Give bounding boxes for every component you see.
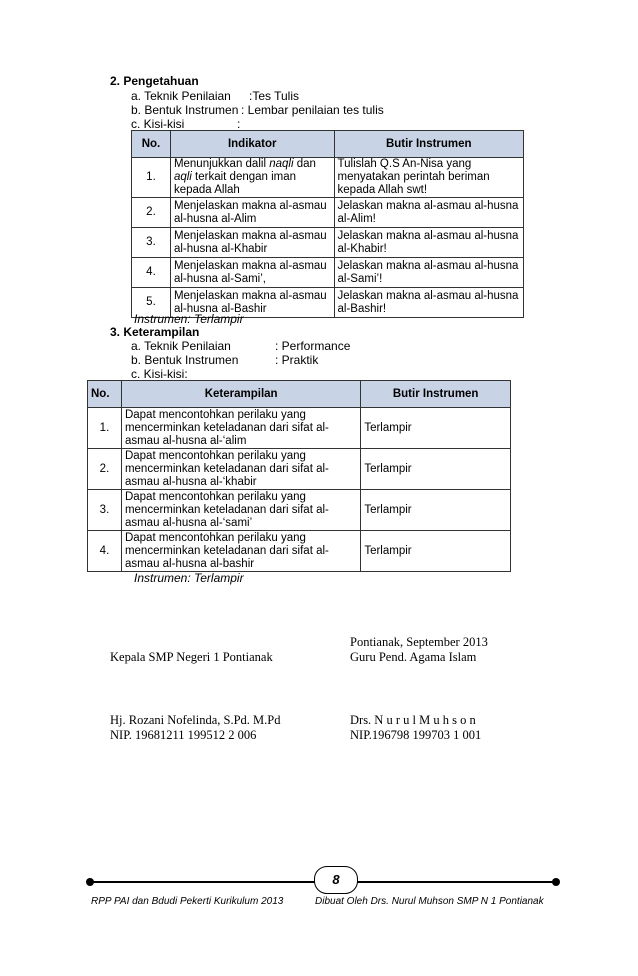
footer-rule-right-dot <box>552 878 560 886</box>
text: Jelaskan makna al-asmau al-husna <box>337 259 519 272</box>
left-signatory-name: Hj. Rozani Nofelinda, S.Pd. M.Pd <box>110 713 281 727</box>
text: Menjelaskan makna al-asmau <box>173 259 327 272</box>
text: asmau al-husna al-bashir <box>124 557 255 570</box>
row-indikator <box>170 258 334 288</box>
footer-rule-left-dot <box>86 878 94 886</box>
sec2-item-b-value: : Lembar penilaian tes tulis <box>241 103 384 117</box>
right-signatory-nip: NIP.196798 199703 1 001 <box>350 728 482 742</box>
row-keterampilan <box>121 449 360 490</box>
row-no: 4. <box>88 531 122 572</box>
section-heading-pengetahuan: 2. Pengetahuan <box>110 74 199 88</box>
sec3-item-b-value: : Praktik <box>275 353 319 367</box>
row-no: 5. <box>132 288 171 318</box>
row-butir <box>334 228 523 258</box>
text: Dapat mencontohkan perilaku yang <box>124 408 306 421</box>
sec2-item-a-value: :Tes Tulis <box>249 89 300 103</box>
text: Tulislah Q.S An-Nisa yang <box>337 158 472 170</box>
row-no: 1. <box>88 408 122 449</box>
table-row <box>88 408 511 449</box>
row-butir <box>334 288 523 318</box>
header-no: No. <box>88 381 122 408</box>
sec2-item-b-label: b. Bentuk Instrumen <box>131 103 239 117</box>
text: Menjelaskan makna al-asmau <box>173 289 327 302</box>
sec2-item-c-label: c. Kisi-kisi <box>131 117 185 131</box>
sec2-item-c-value: : <box>237 117 241 131</box>
text: Jelaskan makna al-asmau al-husna <box>337 289 519 302</box>
row-butir <box>334 258 523 288</box>
table-header-row <box>132 131 524 158</box>
text: Dapat mencontohkan perilaku yang <box>124 490 306 503</box>
row-butir: Terlampir <box>361 531 511 572</box>
text: mencerminkan keteladanan dari sifat al- <box>124 421 329 434</box>
sec2-item-a-label: a. Teknik Penilaian <box>131 89 231 103</box>
table-row <box>88 449 511 490</box>
header-butir: Butir Instrumen <box>361 381 511 408</box>
text: asmau al-husna al-‘khabir <box>124 475 257 488</box>
text: al-Sami’! <box>337 272 383 285</box>
text: Dapat mencontohkan perilaku yang <box>124 531 306 544</box>
sec3-item-a-value: : Performance <box>275 339 351 353</box>
text: menyatakan perintah beriman <box>337 171 490 183</box>
table-row <box>132 198 524 228</box>
text: Menjelaskan makna al-asmau <box>173 229 327 242</box>
text: al-husna al-Alim <box>173 212 257 225</box>
text: al-husna al-Bashir <box>173 302 267 315</box>
sec3-item-b-label: b. Bentuk Instrumen <box>131 353 239 367</box>
row-keterampilan <box>121 490 360 531</box>
row-butir: Terlampir <box>361 490 511 531</box>
sec3-instrument-note: Instrumen: Terlampir <box>134 571 244 585</box>
row-no: 1. <box>132 158 171 198</box>
text: Jelaskan makna al-asmau al-husna <box>337 229 519 242</box>
text: Jelaskan makna al-asmau al-husna <box>337 199 519 212</box>
header-indikator: Indikator <box>170 131 334 158</box>
text: Menunjukkan dalil <box>173 158 270 170</box>
sec3-item-a-label: a. Teknik Penilaian <box>131 339 231 353</box>
text: kepada Allah swt! <box>337 184 428 196</box>
left-role: Kepala SMP Negeri 1 Pontianak <box>110 650 273 664</box>
table-row <box>88 490 511 531</box>
header-keterampilan: Keterampilan <box>121 381 360 408</box>
text: Menjelaskan makna al-asmau <box>173 199 327 212</box>
sec2-instrument-note: Instrumen: Terlampir <box>134 312 244 326</box>
text: al-husna al-Khabir <box>173 242 268 255</box>
place-date: Pontianak, September 2013 <box>350 635 488 649</box>
row-no: 4. <box>132 258 171 288</box>
row-indikator <box>170 198 334 228</box>
text: kepada Allah <box>173 184 240 196</box>
pengetahuan-table <box>131 130 524 318</box>
keterampilan-table <box>87 380 511 572</box>
row-keterampilan <box>121 408 360 449</box>
table-header-row <box>88 381 511 408</box>
section-heading-keterampilan: 3. Keterampilan <box>110 325 200 339</box>
right-role: Guru Pend. Agama Islam <box>350 650 477 664</box>
text: terkait dengan iman <box>191 171 297 183</box>
row-no: 2. <box>88 449 122 490</box>
text: mencerminkan keteladanan dari sifat al- <box>124 544 329 557</box>
row-indikator <box>170 228 334 258</box>
sec3-item-c-label: c. Kisi-kisi: <box>131 367 188 381</box>
footer-right-text: Dibuat Oleh Drs. Nurul Muhson SMP N 1 Pontianak <box>315 896 544 907</box>
table-row <box>88 531 511 572</box>
row-no: 3. <box>132 228 171 258</box>
row-butir: Terlampir <box>361 408 511 449</box>
text: al-Bashir! <box>337 302 387 315</box>
row-indikator <box>170 158 334 198</box>
row-butir: Terlampir <box>361 449 511 490</box>
text: aqli <box>173 171 192 183</box>
text: al-Alim! <box>337 212 376 225</box>
table-row <box>132 228 524 258</box>
row-butir <box>334 158 523 198</box>
text: asmau al-husna al-‘alim <box>124 434 247 447</box>
text: Dapat mencontohkan perilaku yang <box>124 449 306 462</box>
text: dan <box>293 158 316 170</box>
page-number: 8 <box>314 866 358 894</box>
row-no: 3. <box>88 490 122 531</box>
text: mencerminkan keteladanan dari sifat al- <box>124 462 329 475</box>
header-no: No. <box>132 131 171 158</box>
header-butir: Butir Instrumen <box>334 131 523 158</box>
text: asmau al-husna al-‘sami’ <box>124 516 253 529</box>
text: naqli <box>269 158 294 170</box>
right-signatory-name: Drs. N u r u l M u h s o n <box>350 713 476 727</box>
text: mencerminkan keteladanan dari sifat al- <box>124 503 329 516</box>
footer-left-text: RPP PAI dan Bdudi Pekerti Kurikulum 2013 <box>91 896 284 907</box>
text: al-Khabir! <box>337 242 387 255</box>
table-row <box>132 258 524 288</box>
row-keterampilan <box>121 531 360 572</box>
row-no: 2. <box>132 198 171 228</box>
table-row <box>132 158 524 198</box>
left-signatory-nip: NIP. 19681211 199512 2 006 <box>110 728 257 742</box>
text: al-husna al-Sami’, <box>173 272 266 285</box>
row-butir <box>334 198 523 228</box>
